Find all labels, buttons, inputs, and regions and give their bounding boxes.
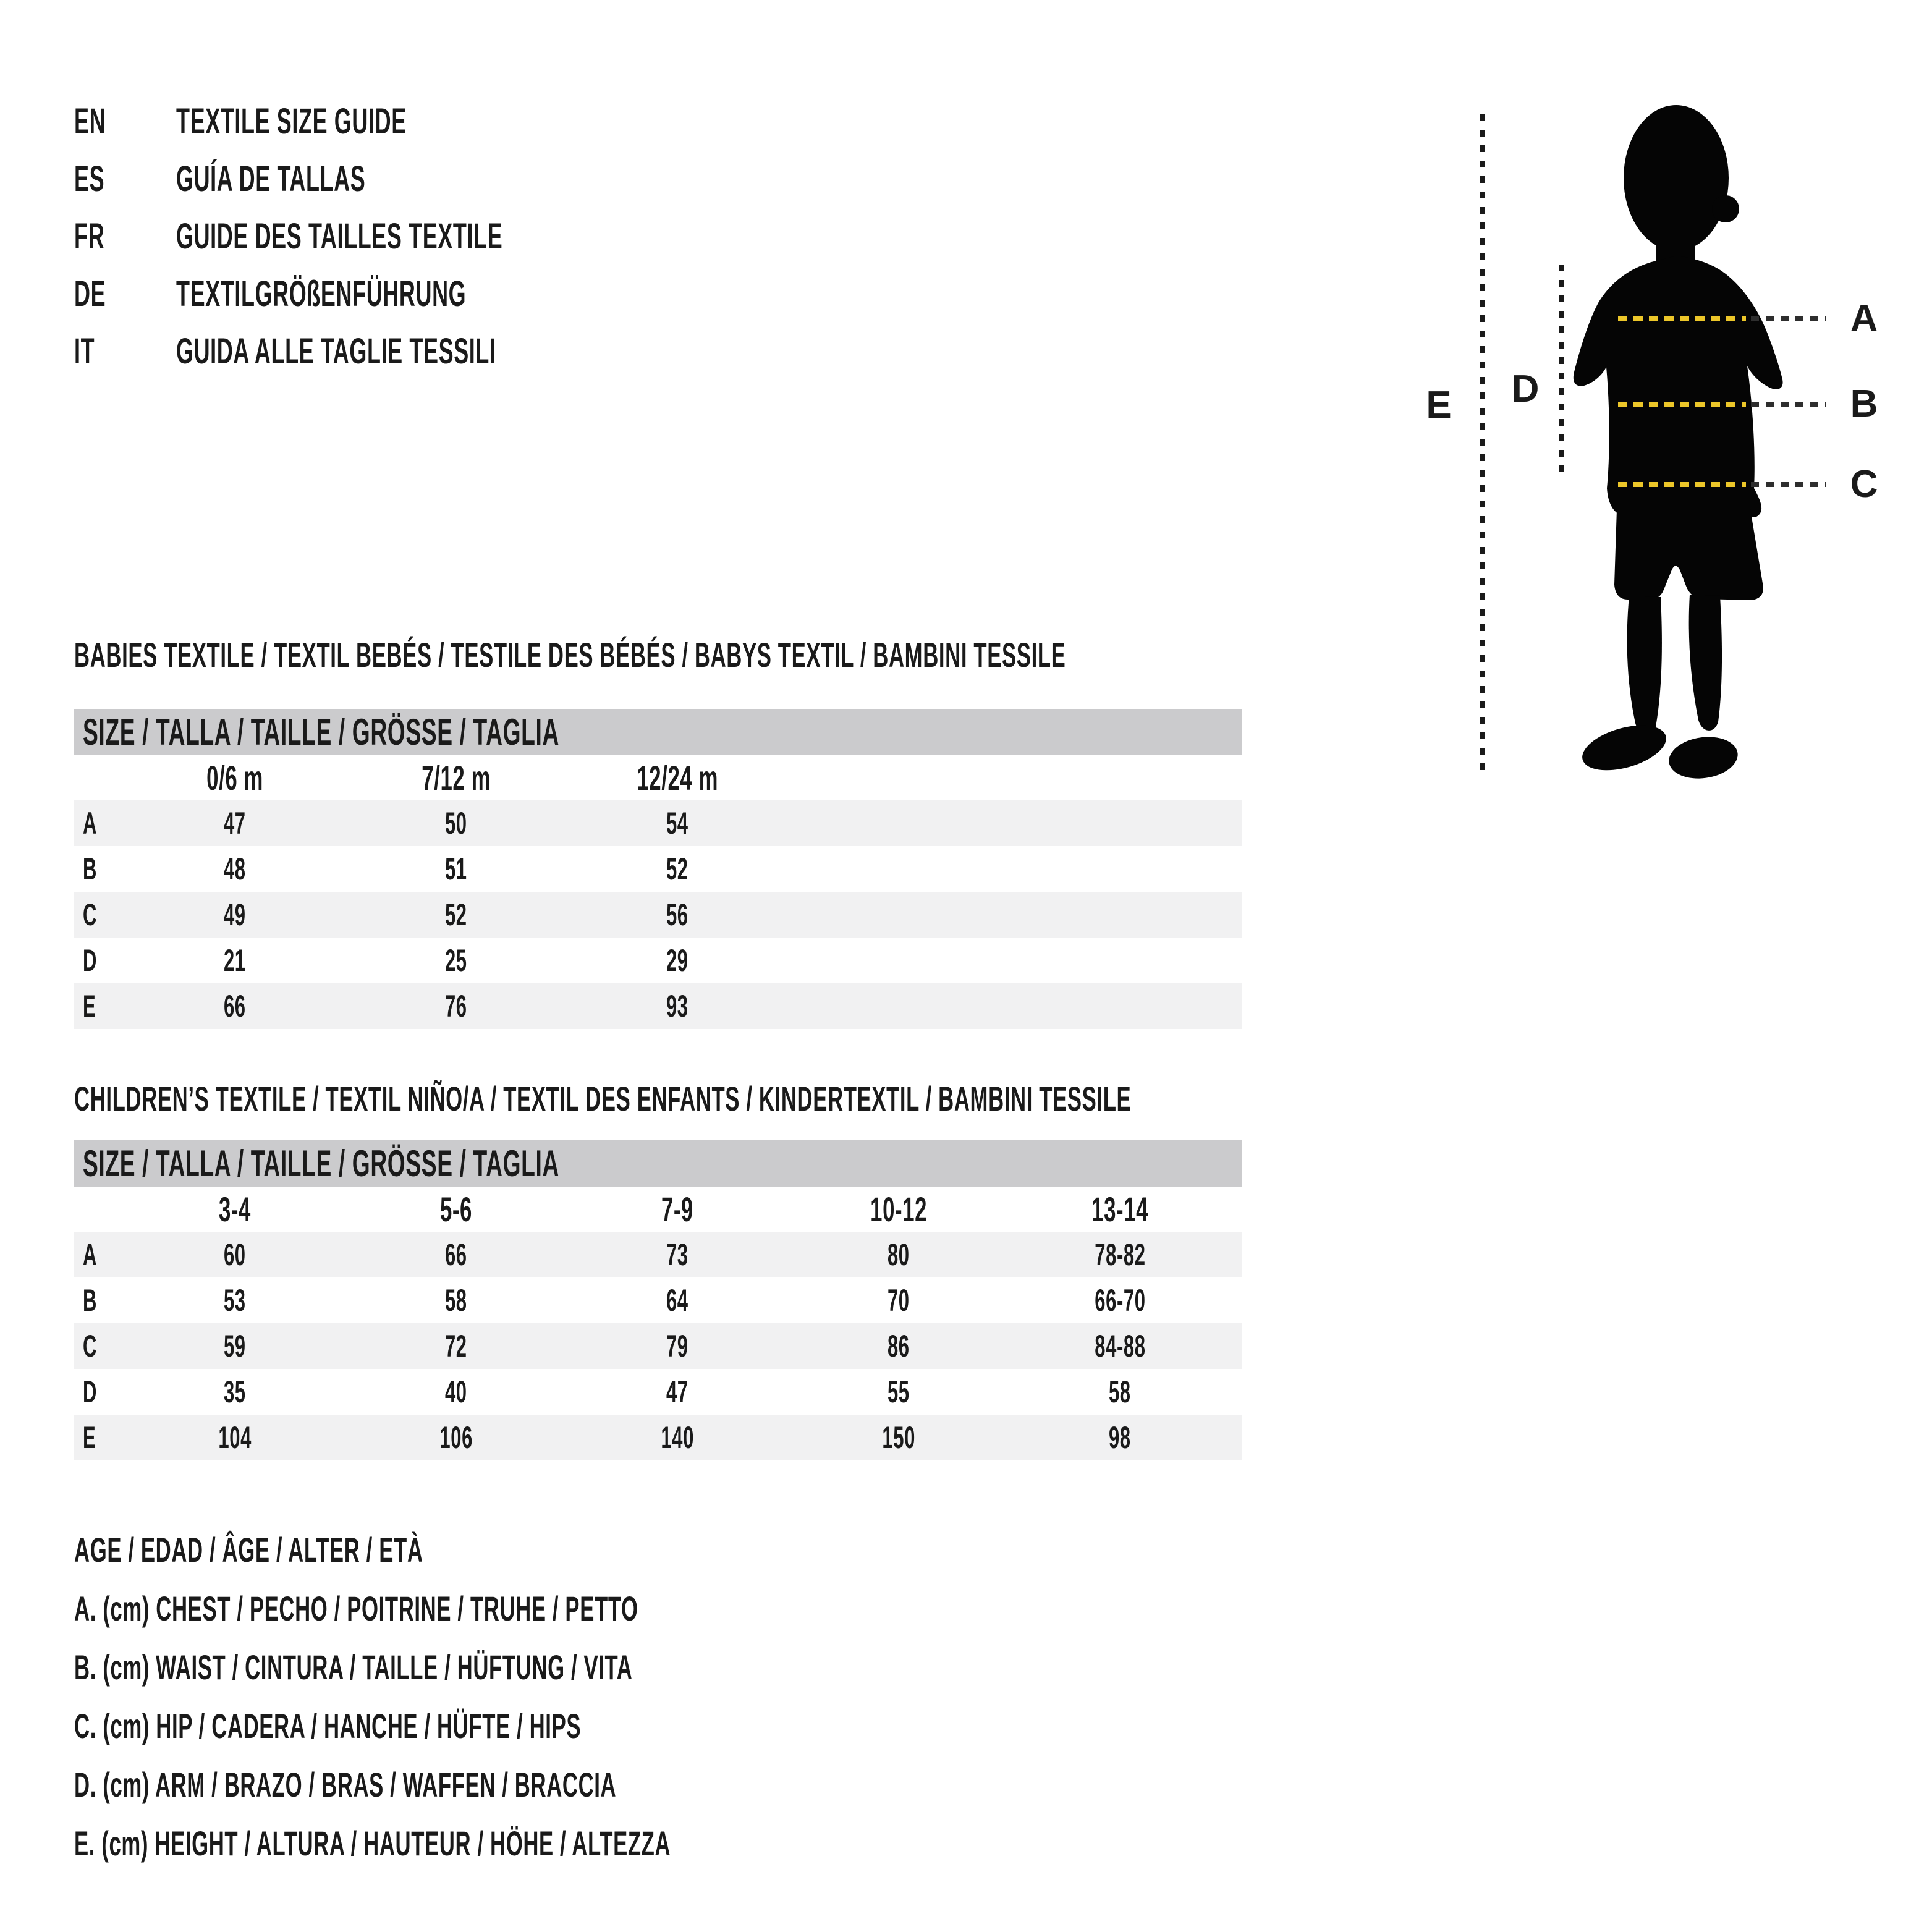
cell-value: 58 — [445, 1283, 467, 1318]
measure-label-B: B — [1850, 383, 1878, 425]
babies-col-7-12m: 7/12 m — [422, 758, 491, 797]
table-row — [74, 1323, 1242, 1369]
guide-title-es: GUÍA DE TALLAS — [176, 159, 366, 199]
cell-value: 55 — [888, 1375, 910, 1409]
babies-size-bar — [74, 709, 1242, 755]
children-col-13-14: 13-14 — [1091, 1190, 1148, 1229]
table-row — [74, 800, 1242, 846]
cell-value: 56 — [666, 897, 688, 932]
height-measure-line-E — [1480, 114, 1485, 779]
cell-value: 98 — [1109, 1420, 1131, 1455]
table-row — [74, 892, 1242, 938]
cell-value: 73 — [666, 1237, 688, 1272]
cell-value: 50 — [445, 806, 467, 841]
children-size-bar — [74, 1140, 1242, 1187]
row-label: D — [83, 1375, 98, 1409]
cell-value: 78-82 — [1094, 1237, 1146, 1272]
measurement-legend — [74, 1520, 1036, 1873]
arm-measure-line-D — [1559, 265, 1564, 472]
measure-label-C: C — [1850, 463, 1878, 506]
language-header — [74, 93, 703, 380]
table-row — [74, 846, 1242, 892]
guide-title-fr: GUIDE DES TAILLES TEXTILE — [176, 216, 503, 256]
children-heading-text: CHILDREN’S TEXTILE / TEXTIL NIÑO/A / TEXTIL DES ENFANTS / KINDERTEXTIL / BAMBINI TESSILE — [74, 1079, 1132, 1118]
lang-code: FR — [74, 216, 105, 256]
cell-value: 104 — [218, 1420, 252, 1455]
babies-col-12-24m: 12/24 m — [637, 758, 718, 797]
cell-value: 47 — [224, 806, 246, 841]
cell-value: 21 — [224, 943, 246, 978]
size-bar-label: SIZE / TALLA / TAILLE / GRÖSSE / TAGLIA — [83, 711, 559, 753]
lang-row-en — [74, 93, 703, 150]
guide-title-de: TEXTILGRÖßENFÜHRUNG — [176, 274, 467, 314]
child-silhouette-illustration — [1557, 104, 1805, 781]
cell-value: 66 — [224, 989, 246, 1023]
lang-row-fr — [74, 208, 703, 265]
children-col-3-4: 3-4 — [218, 1190, 252, 1229]
cell-value: 79 — [666, 1329, 688, 1363]
cell-value: 25 — [445, 943, 467, 978]
cell-value: 53 — [224, 1283, 246, 1318]
children-col-5-6: 5-6 — [439, 1190, 473, 1229]
cell-value: 47 — [666, 1375, 688, 1409]
legend-hip: C. (cm) HIP / CADERA / HANCHE / HÜFTE / HIPS — [74, 1706, 582, 1745]
row-label: D — [83, 943, 98, 978]
table-row — [74, 938, 1242, 983]
row-label: A — [83, 1237, 98, 1272]
measure-label-A: A — [1850, 297, 1878, 340]
cell-value: 35 — [224, 1375, 246, 1409]
table-row — [74, 1232, 1242, 1277]
children-size-table — [74, 1140, 1242, 1460]
row-label: C — [83, 897, 98, 932]
legend-chest: A. (cm) CHEST / PECHO / POITRINE / TRUHE / PETTO — [74, 1589, 638, 1628]
cell-value: 58 — [1109, 1375, 1131, 1409]
cell-value: 51 — [445, 852, 467, 886]
babies-column-header-row — [74, 755, 1242, 800]
cell-value: 150 — [882, 1420, 915, 1455]
legend-waist: B. (cm) WAIST / CINTURA / TAILLE / HÜFTUNG / VITA — [74, 1648, 633, 1687]
lang-row-it — [74, 323, 703, 380]
cell-value: 60 — [224, 1237, 246, 1272]
cell-value: 66 — [445, 1237, 467, 1272]
size-bar-label: SIZE / TALLA / TAILLE / GRÖSSE / TAGLIA — [83, 1143, 559, 1184]
cell-value: 72 — [445, 1329, 467, 1363]
guide-title-en: TEXTILE SIZE GUIDE — [176, 101, 407, 142]
babies-col-0-6m: 0/6 m — [206, 758, 263, 797]
waist-measure-line-B-yellow — [1618, 402, 1746, 407]
cell-value: 54 — [666, 806, 688, 841]
babies-size-table — [74, 709, 1242, 1029]
cell-value: 70 — [888, 1283, 910, 1318]
legend-height: E. (cm) HEIGHT / ALTURA / HAUTEUR / HÖHE / ALTEZZA — [74, 1824, 671, 1863]
cell-value: 80 — [888, 1237, 910, 1272]
lang-row-de — [74, 265, 703, 323]
cell-value: 106 — [439, 1420, 473, 1455]
row-label: A — [83, 806, 98, 841]
row-label: C — [83, 1329, 98, 1363]
cell-value: 49 — [224, 897, 246, 932]
chest-measure-line-A-yellow — [1618, 316, 1746, 321]
cell-value: 52 — [445, 897, 467, 932]
hip-measure-line-C-yellow — [1618, 482, 1746, 487]
cell-value: 84-88 — [1094, 1329, 1146, 1363]
children-section-heading — [74, 1078, 1779, 1120]
table-row — [74, 1369, 1242, 1415]
babies-section-heading — [74, 634, 1674, 676]
row-label: B — [83, 852, 98, 886]
legend-arm: D. (cm) ARM / BRAZO / BRAS / WAFFEN / BRACCIA — [74, 1765, 617, 1804]
measure-label-D: D — [1511, 368, 1540, 410]
cell-value: 29 — [666, 943, 688, 978]
lang-code: IT — [74, 331, 95, 371]
cell-value: 86 — [888, 1329, 910, 1363]
lang-row-es — [74, 150, 703, 208]
table-row — [74, 983, 1242, 1029]
chest-measure-line-A-dark — [1751, 316, 1826, 321]
cell-value: 76 — [445, 989, 467, 1023]
waist-measure-line-B-dark — [1751, 402, 1826, 407]
lang-code: ES — [74, 159, 105, 199]
cell-value: 48 — [224, 852, 246, 886]
row-label: E — [83, 989, 96, 1023]
cell-value: 64 — [666, 1283, 688, 1318]
cell-value: 40 — [445, 1375, 467, 1409]
row-label: B — [83, 1283, 98, 1318]
row-label: E — [83, 1420, 96, 1455]
lang-code: DE — [74, 274, 106, 314]
lang-code: EN — [74, 101, 106, 142]
babies-heading-text: BABIES TEXTILE / TEXTIL BEBÉS / TESTILE DES BÉBÉS / BABYS TEXTIL / BAMBINI TESSILE — [74, 635, 1066, 674]
hip-measure-line-C-dark — [1751, 482, 1826, 487]
cell-value: 52 — [666, 852, 688, 886]
cell-value: 59 — [224, 1329, 246, 1363]
table-row — [74, 1277, 1242, 1323]
children-col-7-9: 7-9 — [661, 1190, 694, 1229]
cell-value: 140 — [661, 1420, 694, 1455]
guide-title-it: GUIDA ALLE TAGLIE TESSILI — [176, 331, 496, 371]
cell-value: 93 — [666, 989, 688, 1023]
children-column-header-row — [74, 1187, 1242, 1232]
children-col-10-12: 10-12 — [870, 1190, 927, 1229]
legend-age: AGE / EDAD / ÂGE / ALTER / ETÀ — [74, 1530, 423, 1569]
table-row — [74, 1415, 1242, 1460]
measure-label-E: E — [1426, 384, 1452, 426]
cell-value: 66-70 — [1094, 1283, 1146, 1318]
